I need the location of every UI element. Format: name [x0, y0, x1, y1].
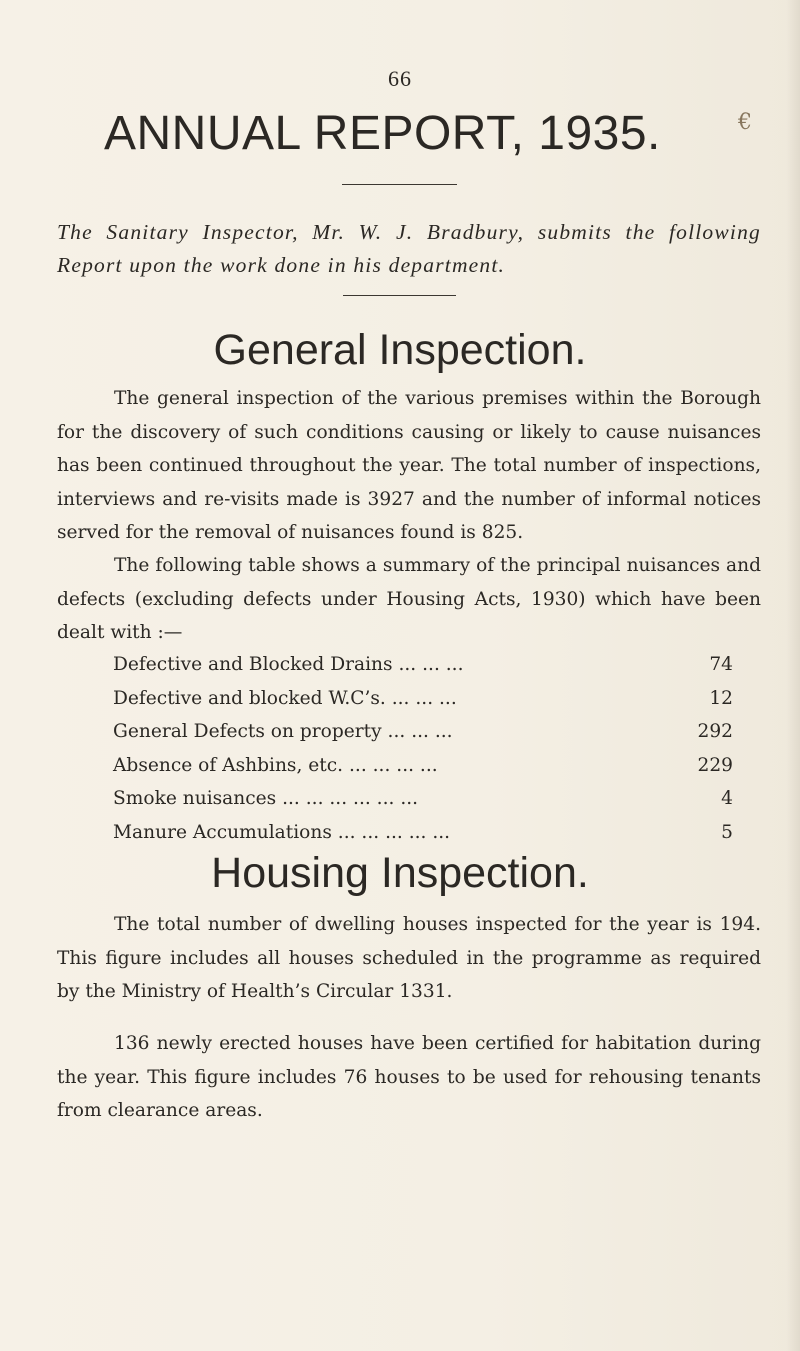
table-row-label: Defective and Blocked Drains ... ... ... [113, 654, 464, 675]
intro-text: The Sanitary Inspector, Mr. W. J. Bradbury, submits the following Report upon the work done in his department. [57, 220, 761, 277]
table-row-value: 74 [709, 654, 733, 675]
housing-inspection-paragraph-2: 136 newly erected houses have been certified for habitation during the year. This figure includes 76 houses to be used for rehousing tenants from clearance areas. [57, 1033, 761, 1121]
nuisance-summary-table [113, 648, 733, 849]
table-row-label: General Defects on property ... ... ... [113, 721, 453, 742]
general-inspection-paragraph-1: The general inspection of the various premises within the Borough for the discovery of such conditions causing or likely to cause nuisances has been continued throughout the year. The total number of inspections, interviews and re-visits made is 3927 and the number of informal notices served for the removal of nuisances found is 825. [57, 388, 761, 543]
page-edge-shadow [786, 0, 800, 1351]
table-row [113, 682, 733, 716]
paper-stain-mark: € [738, 110, 752, 135]
intro-divider [343, 295, 456, 296]
table-row-value: 5 [721, 821, 733, 843]
table-row-value: 4 [721, 788, 733, 809]
general-inspection-paragraph-2: The following table shows a summary of the principal nuisances and defects (excluding defects under Housing Acts, 1930) which have been dealt with :— [57, 555, 761, 643]
page-number: 66 [388, 66, 412, 91]
table-row [113, 782, 733, 816]
table-row [113, 816, 733, 850]
title-divider [342, 184, 457, 185]
housing-inspection-heading: Housing Inspection. [211, 849, 589, 897]
table-row-label: Smoke nuisances ... ... ... ... ... ... [113, 788, 419, 809]
table-row-label: Absence of Ashbins, etc. ... ... ... ... [113, 754, 438, 776]
report-title: ANNUAL REPORT, 1935. [104, 107, 661, 160]
table-row [113, 715, 733, 749]
housing-inspection-paragraph-1: The total number of dwelling houses inspected for the year is 194. This figure includes all houses scheduled in the programme as required by the Ministry of Health’s Circular 1331. [57, 914, 761, 1002]
general-inspection-heading: General Inspection. [213, 326, 587, 374]
table-row-value: 12 [709, 687, 733, 709]
table-row [113, 749, 733, 783]
table-row [113, 648, 733, 682]
table-row-label: Manure Accumulations ... ... ... ... ... [113, 821, 451, 843]
table-row-value: 292 [697, 721, 733, 742]
table-row-value: 229 [697, 754, 733, 776]
table-row-label: Defective and blocked W.C’s. ... ... ... [113, 687, 457, 709]
